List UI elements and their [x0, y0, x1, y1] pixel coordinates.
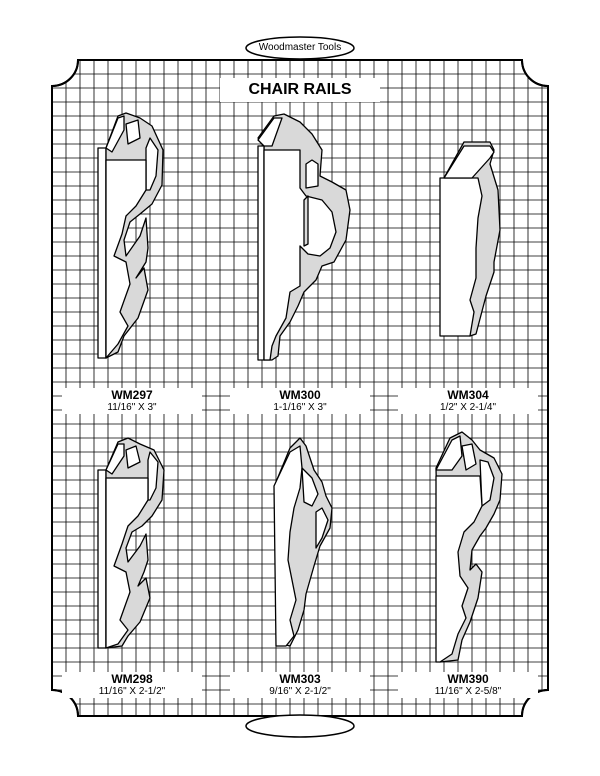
product-code: WM300: [279, 388, 321, 402]
product-label: [62, 388, 202, 414]
product-size: 11/16" X 3": [107, 402, 157, 413]
product-size: 1-1/16" X 3": [273, 402, 327, 413]
bottom-oval: [246, 715, 354, 737]
product-label: [398, 388, 538, 414]
product-size: 1/2" X 2-1/4": [439, 402, 497, 413]
product-code: WM298: [111, 672, 153, 686]
product-size: 11/16" X 2-1/2": [98, 686, 166, 697]
product-label: [230, 388, 370, 414]
product-code: WM304: [447, 388, 489, 402]
product-label: [230, 672, 370, 698]
product-size: 11/16" X 2-5/8": [434, 686, 502, 697]
product-code: WM303: [279, 672, 321, 686]
product-label: [62, 672, 202, 698]
product-label: [398, 672, 538, 698]
page-title: CHAIR RAILS: [220, 78, 380, 102]
product-code: WM297: [111, 388, 153, 402]
product-size: 9/16" X 2-1/2": [269, 686, 331, 697]
brand-name: Woodmaster Tools: [258, 42, 342, 53]
product-code: WM390: [447, 672, 489, 686]
